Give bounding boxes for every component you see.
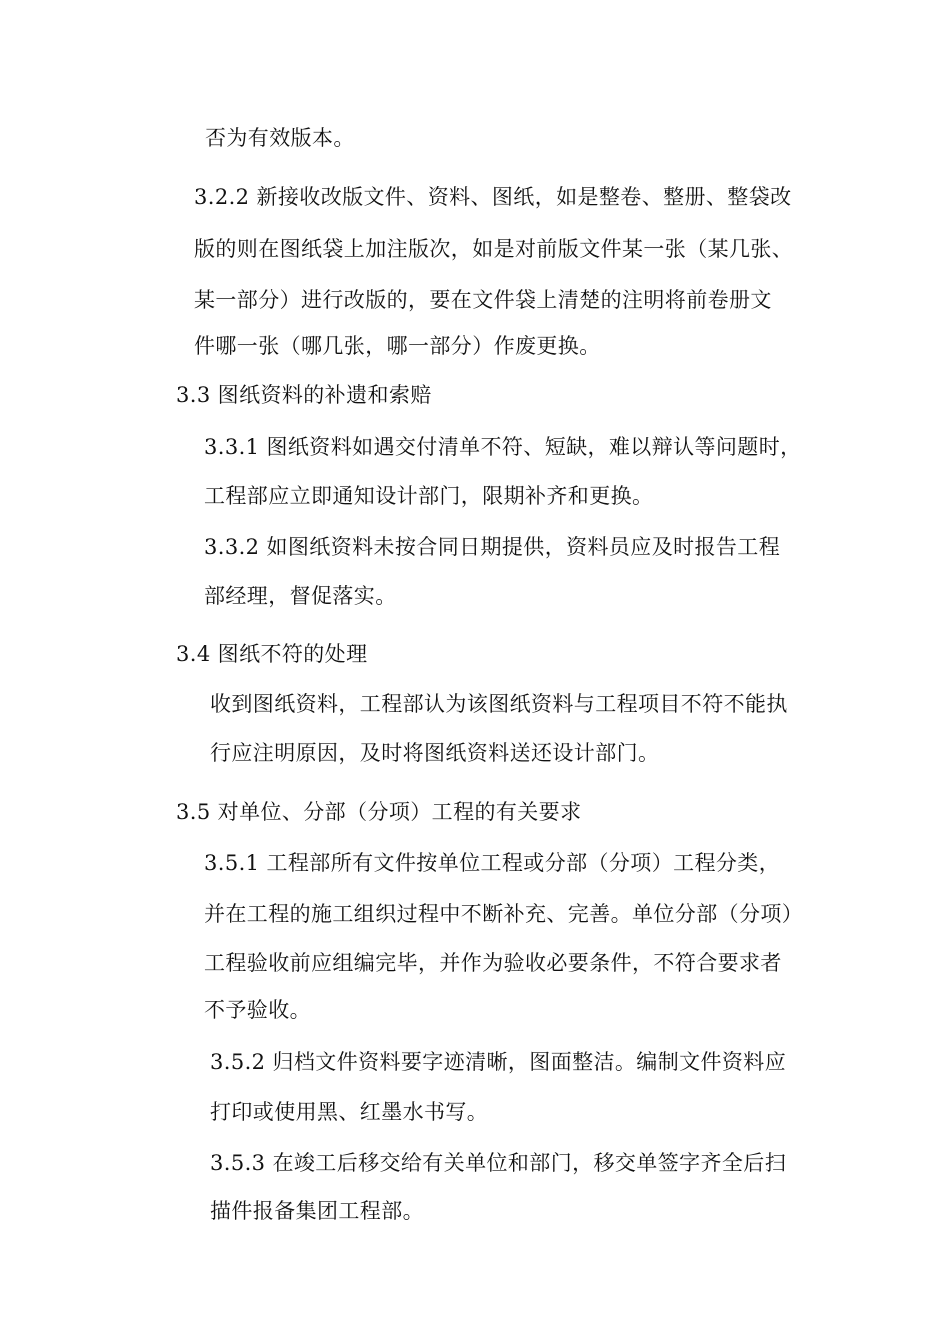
body-line: 不予验收。: [204, 998, 311, 1022]
subsection-heading: 3.5.2 归档文件资料要字迹清晰，图面整洁。编制文件资料应: [210, 1050, 787, 1074]
body-line: 描件报备集团工程部。: [210, 1199, 424, 1223]
subsection-heading: 3.5.3 在竣工后移交给有关单位和部门，移交单签字齐全后扫: [210, 1151, 787, 1175]
body-line: 某一部分）进行改版的，要在文件袋上清楚的注明将前卷册文: [194, 288, 772, 312]
body-line: 并在工程的施工组织过程中不断补充、完善。单位分部（分项）: [204, 902, 804, 926]
body-line: 工程验收前应组编完毕，并作为验收必要条件，不符合要求者: [204, 951, 782, 975]
section-heading: 3.3 图纸资料的补遗和索赔: [176, 383, 432, 407]
body-line: 部经理，督促落实。: [204, 584, 397, 608]
body-line: 收到图纸资料，工程部认为该图纸资料与工程项目不符不能执: [210, 692, 788, 716]
section-heading: 3.4 图纸不符的处理: [176, 642, 368, 666]
body-line: 否为有效版本。: [205, 126, 355, 150]
body-line: 件哪一张（哪几张，哪一部分）作废更换。: [194, 334, 601, 358]
subsection-heading: 3.5.1 工程部所有文件按单位工程或分部（分项）工程分类，: [204, 851, 781, 875]
body-line: 行应注明原因，及时将图纸资料送还设计部门。: [210, 741, 660, 765]
body-line: 打印或使用黑、红墨水书写。: [210, 1100, 489, 1124]
subsection-heading: 3.3.1 图纸资料如遇交付清单不符、短缺，难以辩认等问题时，: [204, 435, 802, 459]
subsection-heading: 3.3.2 如图纸资料未按合同日期提供，资料员应及时报告工程: [204, 535, 781, 559]
body-line: 工程部应立即通知设计部门，限期补齐和更换。: [204, 484, 654, 508]
subsection-heading: 3.2.2 新接收改版文件、资料、图纸，如是整卷、整册、整袋改: [194, 185, 792, 209]
section-heading: 3.5 对单位、分部（分项）工程的有关要求: [176, 800, 582, 824]
body-line: 版的则在图纸袋上加注版次，如是对前版文件某一张（某几张、: [194, 237, 794, 261]
